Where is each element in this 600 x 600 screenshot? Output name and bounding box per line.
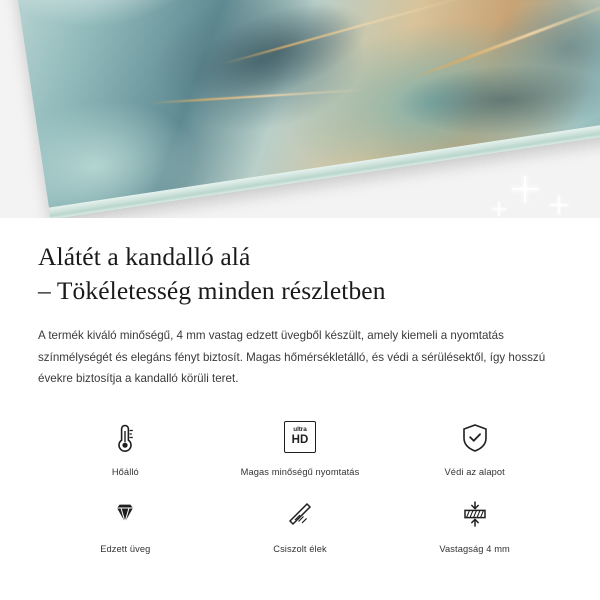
ultra-hd-icon bbox=[277, 414, 323, 460]
hero-image bbox=[0, 0, 600, 218]
polished-edges-icon bbox=[277, 491, 323, 537]
headline-line-1: Alátét a kandalló alá bbox=[38, 242, 251, 271]
content-area bbox=[0, 218, 600, 554]
feature-label: Edzett üveg bbox=[100, 543, 151, 554]
shield-check-icon bbox=[452, 414, 498, 460]
feature-label: Csiszolt élek bbox=[273, 543, 327, 554]
diamond-icon bbox=[102, 491, 148, 537]
feature-item-tempered-glass bbox=[38, 491, 213, 554]
feature-item-protects-base bbox=[387, 414, 562, 477]
feature-grid bbox=[38, 414, 562, 554]
page-title bbox=[38, 240, 562, 307]
thermometer-icon bbox=[102, 414, 148, 460]
feature-item-polished-edges bbox=[213, 491, 388, 554]
feature-label: Vastagság 4 mm bbox=[439, 543, 510, 554]
ultra-hd-bottom-label: HD bbox=[291, 433, 309, 446]
feature-item-heat-resistant bbox=[38, 414, 213, 477]
description-paragraph: A termék kiváló minőségű, 4 mm vastag edzett üvegből készült, amely kiemeli a nyomtatás színmélységét és elegáns fényt biztosít. Magas hőmérsékletálló, és védi a sérülésektől, így hosszú évekre biztosítja a kandalló körüli teret. bbox=[38, 329, 546, 386]
thickness-icon bbox=[452, 491, 498, 537]
feature-label: Hőálló bbox=[111, 466, 139, 477]
feature-item-print-quality bbox=[213, 414, 388, 477]
headline-line-2: – Tökéletesség minden részletben bbox=[38, 275, 386, 305]
marble-wisp bbox=[174, 0, 380, 121]
feature-item-thickness bbox=[387, 491, 562, 554]
feature-label: Védi az alapot bbox=[444, 466, 505, 477]
feature-label: Magas minőségű nyomtatás bbox=[240, 466, 360, 477]
ultra-hd-top-label: ultra bbox=[293, 426, 307, 434]
